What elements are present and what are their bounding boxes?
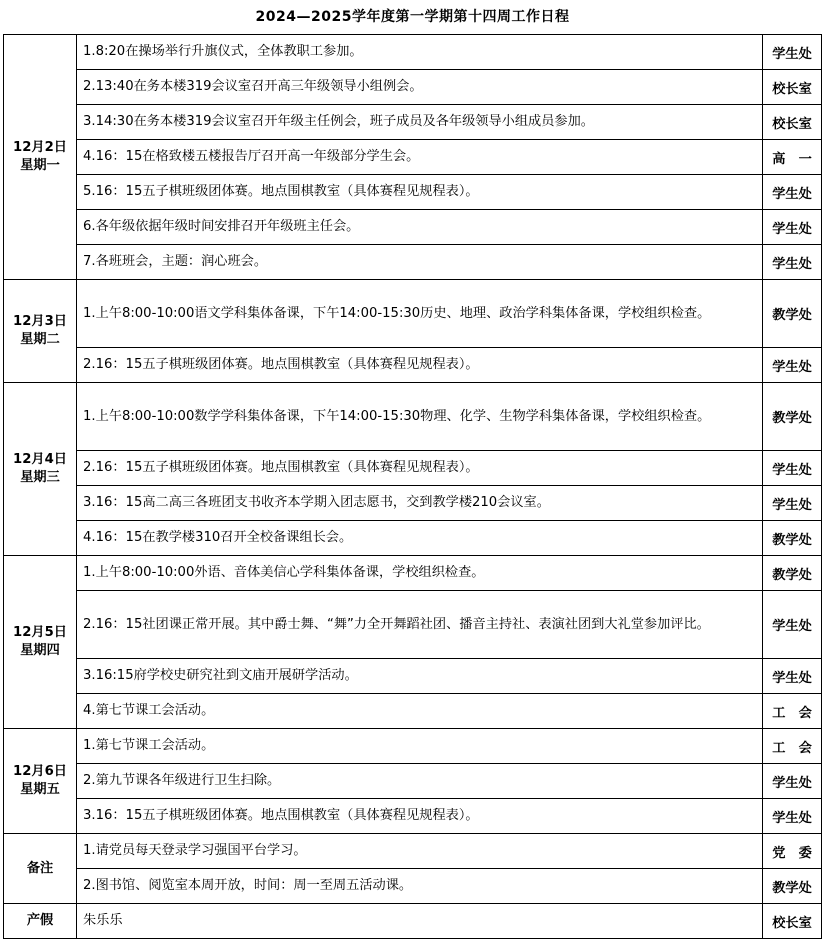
- task-text: 3.16：15高二高三各班团支书收齐本学期入团志愿书，交到教学楼210会议室。: [77, 486, 763, 521]
- task-text: 4.第七节课工会活动。: [77, 694, 763, 729]
- leave-name: 朱乐乐: [77, 904, 763, 939]
- dept-cell: 教学处: [763, 383, 822, 451]
- table-row: [4, 799, 822, 834]
- dept-cell: 校长室: [763, 105, 822, 140]
- table-row: [4, 175, 822, 210]
- day-cell-friday: 12月6日 星期五: [4, 729, 77, 834]
- dept-cell: 学生处: [763, 245, 822, 280]
- dept-cell: 教学处: [763, 556, 822, 591]
- task-text: 2.16：15五子棋班级团体赛。地点围棋教室（具体赛程见规程表）。: [77, 451, 763, 486]
- task-text: 6.各年级依据年级时间安排召开年级班主任会。: [77, 210, 763, 245]
- table-row: [4, 140, 822, 175]
- day-cell-monday: 12月2日 星期一: [4, 35, 77, 280]
- task-text: 3.16:15府学校史研究社到文庙开展研学活动。: [77, 659, 763, 694]
- table-row: [4, 591, 822, 659]
- day-cell-tuesday: 12月3日 星期二: [4, 280, 77, 383]
- table-row: [4, 764, 822, 799]
- dept-cell: 工 会: [763, 729, 822, 764]
- table-row: [4, 210, 822, 245]
- table-row: [4, 70, 822, 105]
- task-text: 5.16：15五子棋班级团体赛。地点围棋教室（具体赛程见规程表）。: [77, 175, 763, 210]
- dept-cell: 工 会: [763, 694, 822, 729]
- dept-cell: 校长室: [763, 70, 822, 105]
- task-text: 7.各班班会，主题：润心班会。: [77, 245, 763, 280]
- table-row: [4, 694, 822, 729]
- task-text: 2.16：15五子棋班级团体赛。地点围棋教室（具体赛程见规程表）。: [77, 348, 763, 383]
- dept-cell: 学生处: [763, 348, 822, 383]
- table-row: [4, 869, 822, 904]
- table-row: [4, 383, 822, 451]
- table-row: [4, 348, 822, 383]
- dept-cell: 校长室: [763, 904, 822, 939]
- task-text: 1.上午8:00-10:00语文学科集体备课，下午14:00-15:30历史、地理、政治学科集体备课，学校组织检查。: [77, 280, 763, 348]
- task-text: 2.13:40在务本楼319会议室召开高三年级领导小组例会。: [77, 70, 763, 105]
- schedule-title: 2024—2025学年度第一学期第十四周工作日程: [255, 9, 570, 25]
- task-text: 1.8:20在操场举行升旗仪式，全体教职工参加。: [77, 35, 763, 70]
- table-row: [4, 105, 822, 140]
- table-row: [4, 451, 822, 486]
- dept-cell: 学生处: [763, 210, 822, 245]
- day-cell-wednesday: 12月4日 星期三: [4, 383, 77, 556]
- dept-cell: 学生处: [763, 659, 822, 694]
- table-row: [4, 904, 822, 939]
- day-cell-thursday: 12月5日 星期四: [4, 556, 77, 729]
- dept-cell: 学生处: [763, 799, 822, 834]
- table-row: [4, 35, 822, 70]
- task-text: 2.第九节课各年级进行卫生扫除。: [77, 764, 763, 799]
- task-text: 2.16：15社团课正常开展。其中爵士舞、“舞”力全开舞蹈社团、播音主持社、表演社团到大礼堂参加评比。: [77, 591, 763, 659]
- task-text: 1.上午8:00-10:00数学学科集体备课，下午14:00-15:30物理、化学、生物学科集体备课，学校组织检查。: [77, 383, 763, 451]
- dept-cell: 学生处: [763, 591, 822, 659]
- leave-label: 产假: [4, 904, 77, 939]
- dept-cell: 学生处: [763, 35, 822, 70]
- task-text: 1.上午8:00-10:00外语、音体美信心学科集体备课，学校组织检查。: [77, 556, 763, 591]
- note-text: 1.请党员每天登录学习强国平台学习。: [77, 834, 763, 869]
- table-row: [4, 521, 822, 556]
- dept-cell: 高 一: [763, 140, 822, 175]
- table-row: [4, 245, 822, 280]
- table-row: [4, 834, 822, 869]
- dept-cell: 教学处: [763, 869, 822, 904]
- task-text: 3.14:30在务本楼319会议室召开年级主任例会，班子成员及各年级领导小组成员参加。: [77, 105, 763, 140]
- task-text: 3.16：15五子棋班级团体赛。地点围棋教室（具体赛程见规程表）。: [77, 799, 763, 834]
- dept-cell: 教学处: [763, 280, 822, 348]
- notes-label: 备注: [4, 834, 77, 904]
- task-text: 4.16：15在教学楼310召开全校备课组长会。: [77, 521, 763, 556]
- dept-cell: 党 委: [763, 834, 822, 869]
- note-text: 2.图书馆、阅览室本周开放，时间：周一至周五活动课。: [77, 869, 763, 904]
- schedule-table: [3, 34, 822, 939]
- table-row: [4, 729, 822, 764]
- dept-cell: 学生处: [763, 764, 822, 799]
- table-row: [4, 280, 822, 348]
- table-row: [4, 486, 822, 521]
- table-row: [4, 556, 822, 591]
- task-text: 4.16：15在格致楼五楼报告厅召开高一年级部分学生会。: [77, 140, 763, 175]
- table-row: [4, 659, 822, 694]
- task-text: 1.第七节课工会活动。: [77, 729, 763, 764]
- dept-cell: 教学处: [763, 521, 822, 556]
- dept-cell: 学生处: [763, 486, 822, 521]
- dept-cell: 学生处: [763, 451, 822, 486]
- dept-cell: 学生处: [763, 175, 822, 210]
